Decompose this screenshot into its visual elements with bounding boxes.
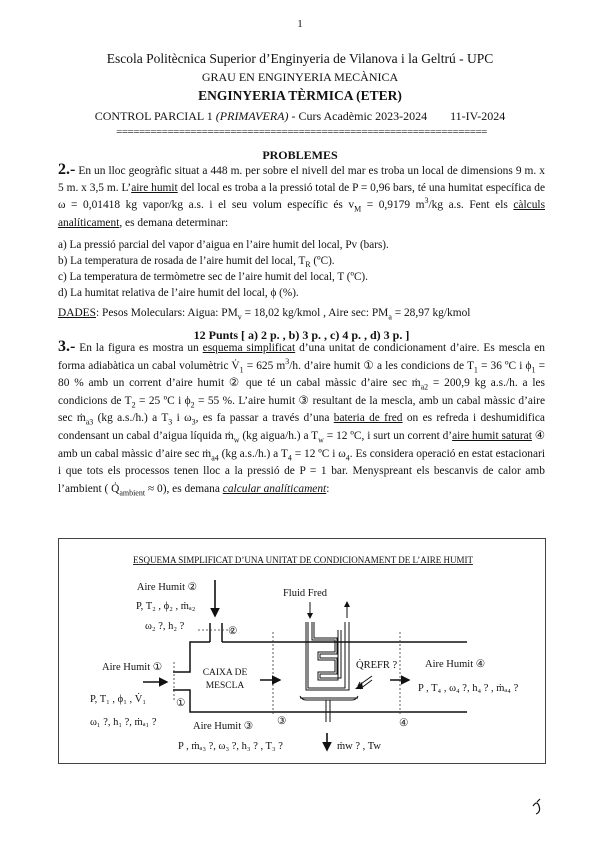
air4-label: Aire Humit ④ [425,659,486,670]
text-segment: (kg aigua/h.) a T [239,429,319,442]
air1-unknown: ω₁ ?, h₁ ?, ṁₐ₁ ? [90,717,157,728]
school-name: Escola Politècnica Superior d’Enginyeria de Vilanova i la Geltrú - UPC [106,51,494,66]
text-segment: b) La temperatura de rosada de l’aire humit del local, T [58,254,306,267]
air1-known: P, T₁ , ϕ₁ , V̇₁ [90,694,146,705]
exam-semester: (PRIMAVERA) [215,109,289,123]
text-segment: 3 [168,417,173,427]
text-segment: 3 [285,356,290,366]
text-segment: (kg a.s./h.) a T [218,447,288,460]
condensate-tray [300,696,358,722]
text-segment: w [233,435,240,445]
text-segment: DADES [58,306,96,319]
text-segment: R [305,260,311,270]
exam-control: CONTROL PARCIAL 1 [94,109,213,123]
point-2-marker: ② [228,626,238,637]
air3-vars: P , ṁₐ₃ ?, ω₃ ?, h₃ ? , T₃ ? [178,741,283,752]
course-title: ENGINYERIA TÈRMICA (ETER) [198,88,402,103]
air2-known: P, T₂ , ϕ₂ , ṁₐ₂ [136,601,196,612]
text-segment: d) La humitat relativa de l’aire humit del local, ϕ (%). [58,286,299,299]
text-segment: a) La pressió parcial del vapor d’aigua en l’aire humit del local, Pv (bars). [58,238,389,251]
mix-box-label-2: MESCLA [205,681,245,691]
text-segment: 4 [345,452,350,462]
text-segment: = 80 % amb un corrent d’aire humit ② que té un cabal màssic d’aire sec ṁ [58,359,545,390]
point-1-marker: ① [176,698,186,709]
point-4-marker: ④ [399,718,409,729]
text-segment: d’una unitat de condicionament d’aire. Es mescla en forma adiabàtica un cabal volumètric V̇ [58,342,545,372]
text-segment: a4 [211,452,219,462]
text-segment: : Pesos Moleculars: Aigua: PM [95,306,238,319]
cold-fluid-label: Fluid Fred [282,588,328,599]
text-segment: (ºC). [310,254,335,267]
text-segment: , es demana determinar: [119,216,229,229]
exam-year: - Curs Acadèmic 2023-2024 [291,109,428,123]
mix-box-label-1: CAIXA DE [202,668,248,678]
problem-number: 2.- [58,161,76,178]
problem-2-points: 12 Punts [ a) 2 p. , b) 3 p. , c) 4 p. , d) 3 p. ] [193,327,410,342]
degree-name: GRAU EN ENGINYERIA MECÀNICA [201,70,399,84]
text-segment: c) La temperatura de termòmetre sec de l’aire humit del local, T (ºC). [58,270,368,283]
text-segment: /kg a.s. Fent els [428,199,514,212]
problem-number: 3.- [58,338,76,355]
text-segment: càlculs analíticament [58,199,545,229]
text-segment: . Es considera operació en estat estacionari i que tots els processos tenen lloc a la pressió de P = 1 bar. Menyspreant els bescanvis de calor amb l’ambient ( Q̇ [58,447,545,495]
text-segment: on es refreda i deshumidifica condensant un cabal d’aigua líquida ṁ [58,412,545,442]
text-segment: = 12 ºC i ω [291,447,346,460]
text-segment: 1 [531,364,536,374]
exam-date: 11-IV-2024 [450,109,506,123]
text-segment: 3 [191,417,196,427]
text-segment: = 625 m [243,359,286,372]
text-segment: 4 [287,452,292,462]
text-segment: (kg a.s./h.) a T [93,412,169,425]
heat-arrow-icon [355,676,372,689]
air2-label: Aire Humit ② [136,582,198,593]
text-segment: = 18,02 kg/kmol , Aire sec: PM [241,306,389,319]
text-segment: 2 [190,400,195,410]
text-segment: = 200,9 kg a.s./h. a les condicions de T [58,377,545,407]
text-segment: v [237,312,242,322]
text-segment: En la figura es mostra un [75,342,203,354]
text-segment: : [326,482,330,495]
text-segment: 1 [473,364,478,374]
text-segment: a [388,312,392,322]
text-segment: del local es troba a la pressió total de P = 0,96 bars, té una humitat específica de ω = 0,01418 kg vapor/kg a.s. i el seu volum específic és v [58,182,545,212]
q-refr-label: Q̇REFR ? [356,660,398,671]
text-segment: = 36 ºC i ϕ [477,359,532,372]
text-segment: = 25 ºC i ϕ [135,394,191,407]
text-segment: a2 [420,382,429,392]
condensate-label: ṁw ? , Tw [337,741,381,752]
air3-label: Aire Humit ③ [193,721,254,732]
cooling-coil [306,622,349,690]
signature-mark [533,799,540,814]
text-segment: /h. d’aire humit ① a les condicions de T [289,359,474,372]
section-title: PROBLEMES [262,148,338,162]
separator: ================================================================= [116,126,487,138]
text-segment: bateria de fred [333,412,403,425]
text-segment: ④ amb un cabal màssic d’aire sec ṁ [58,429,545,460]
text-segment: M [354,204,362,214]
text-segment: = 0,9179 m [361,199,425,212]
text-segment: = 12 ºC, i surt un corrent d’ [323,429,453,442]
text-segment: calcular analíticament [222,482,327,495]
text-segment: En un lloc geogràfic situat a 448 m. per sobre el nivell del mar es troba un local de dimensions 9 m. x 5 m. x 3,5 m. L’ [58,165,545,195]
air1-label: Aire Humit ① [102,662,163,673]
point-3-marker: ③ [277,716,287,727]
text-segment: a3 [85,417,94,427]
text-segment: i ω [172,412,192,425]
text-segment: aire humit saturat [452,429,532,442]
text-segment: = 28,97 kg/kmol [391,306,471,319]
text-segment: w [318,435,324,445]
text-segment: ≈ 0), es demana [145,482,223,495]
diagram-title: ESQUEMA SIMPLIFICAT D’UNA UNITAT DE CONDICIONAMENT DE L’AIRE HUMIT [133,555,473,565]
text-segment: 3 [424,196,429,206]
page-number: 1 [297,18,303,30]
text-segment: 2 [131,400,136,410]
text-segment: 1 [239,364,244,374]
text-segment: esquema simplificat [202,342,296,354]
text-segment: ambient [119,488,146,498]
text-segment: aire humit [131,182,178,195]
text-segment: = 55 %. L’aire humit ③ resultant de la mescla, amb un cabal màssic d’aire sec ṁ [58,394,545,425]
text-segment: , es fa passar a través d’una [195,412,334,425]
air4-vars: P , T₄ , ω₄ ?, h₄ ? , ṁₐ₄ ? [418,683,519,694]
air2-unknown: ω₂ ?, h₂ ? [145,621,185,632]
